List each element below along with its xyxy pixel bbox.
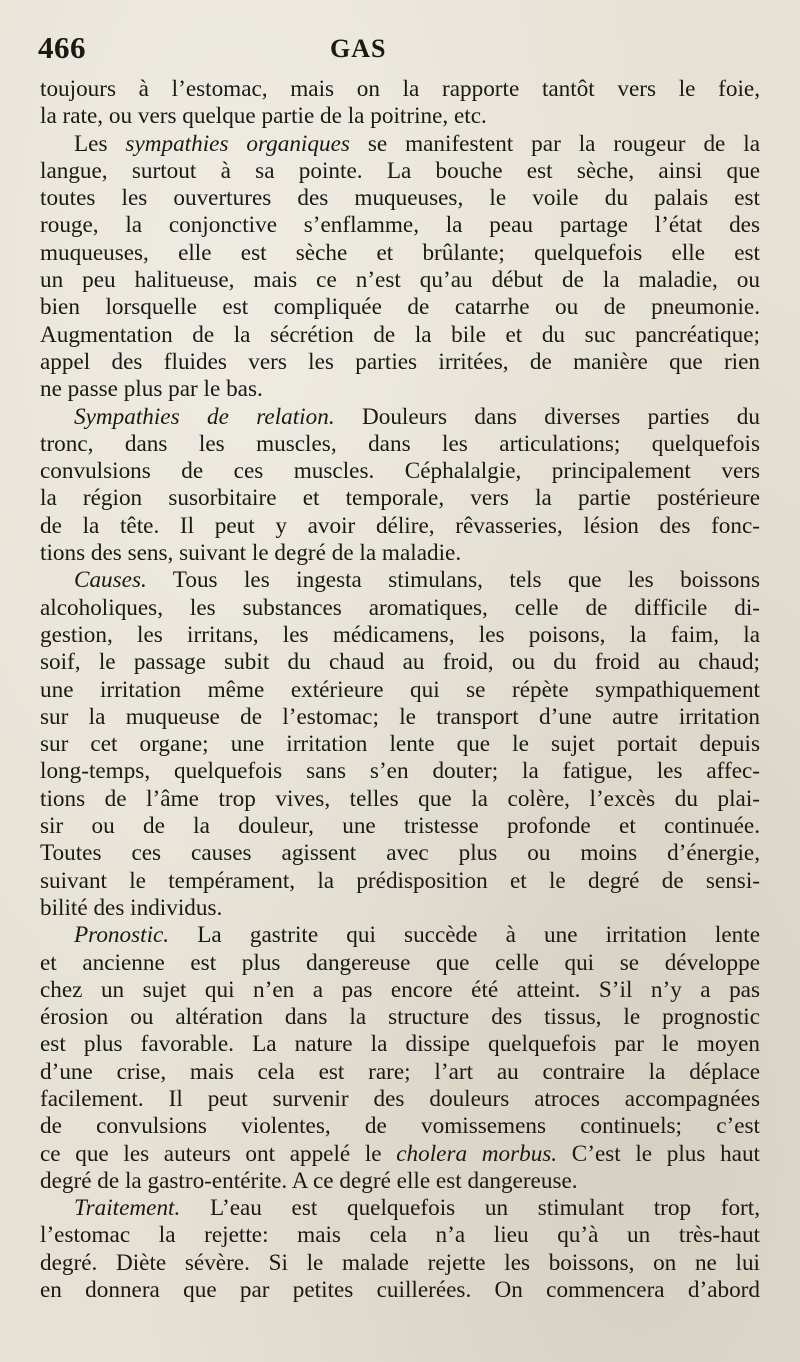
line-text: bien lorsquelle est compliquée de catarrhe ou de pneumonie. [40,294,760,321]
line-prefix: ce que les auteurs ont appelé le [40,1140,397,1167]
line-text: une irritation même extérieure qui se répète sympathiquement [40,676,760,703]
text-line [40,895,760,922]
line-text: Tous les ingesta stimulans, tels que les boissons [146,567,760,594]
line-text: Augmentation de la sécrétion de la bile et du suc pancréatique; [40,321,760,348]
line-text: suivant le tempérament, la prédisposition et le degré de sensi- [40,867,760,894]
running-head: GAS [330,34,387,63]
line-text: tions de l’âme trop vives, telles que la colère, l’excès du plai- [40,785,760,812]
text-line [40,294,760,321]
text-line [40,240,760,267]
line-text: facilement. Il peut survenir des douleurs atroces accompagnées [40,1085,760,1112]
line-text: est plus favorable. La nature la dissipe quelquefois par le moyen [40,1031,760,1058]
line-text: de convulsions violentes, de vomissemens continuels; c’est [40,1113,760,1140]
line-text: langue, surtout à sa pointe. La bouche est sèche, ainsi que [40,157,760,184]
line-text: tions des sens, suivant le degré de la maladie. [40,540,462,567]
text-line [40,131,760,158]
line-text: L’eau est quelquefois un stimulant trop fort, [180,1195,760,1222]
text-line [40,704,760,731]
line-text: sur la muqueuse de l’estomac; le transport d’une autre irritation [40,703,760,730]
italic-term: Causes. [74,567,147,594]
text-line [40,731,760,758]
text-line [40,349,760,376]
text-line [40,76,760,103]
text-line [40,267,760,294]
line-text: érosion ou altération dans la structure des tissus, le prognostic [40,1004,760,1031]
text-line [40,1277,760,1304]
line-text: et ancienne est plus dangereuse que celle qui se développe [40,949,760,976]
italic-term: Pronostic. [74,922,170,949]
line-text: muqueuses, elle est sèche et brûlante; quelquefois elle est [40,239,760,266]
text-line [40,1250,760,1277]
line-text: un peu halitueuse, mais ce n’est qu’au début de la maladie, ou [40,267,760,294]
line-text: C’est le plus haut [557,1140,760,1167]
line-text: degré. Diète sévère. Si le malade rejette les boissons, on ne lui [40,1249,760,1276]
text-line [40,813,760,840]
text-line [40,922,760,949]
text-line [40,677,760,704]
line-text: sur cet organe; une irritation lente que le sujet portait depuis [40,731,760,758]
text-line [40,540,760,567]
text-line [40,431,760,458]
text-line [40,622,760,649]
text-line [40,1086,760,1113]
line-text: tronc, dans les muscles, dans les articulations; quelquefois [40,430,760,457]
text-line [40,977,760,1004]
italic-term: sympathies organiques [125,130,350,157]
line-text: se manifestent par la rougeur de la [349,130,760,157]
text-line [40,950,760,977]
italic-term: Traitement. [74,1195,181,1222]
line-text: toutes les ouvertures des muqueuses, le voile du palais est [40,185,760,212]
text-line [40,595,760,622]
italic-term: cholera morbus. [396,1140,558,1167]
line-text: appel des fluides vers les parties irritées, de manière que rien [40,348,760,375]
line-text: long-temps, quelquefois sans s’en douter; la fatigue, les affec- [40,758,760,785]
text-line [40,212,760,239]
text-line [40,786,760,813]
line-text: d’une crise, mais cela est rare; l’art au contraire la déplace [40,1058,760,1085]
line-text: convulsions de ces muscles. Céphalalgie, principalement vers [40,458,760,485]
text-line [40,485,760,512]
line-text: en donnera que par petites cuillerées. On commencera d’abord [40,1277,760,1304]
text-line [40,868,760,895]
line-text: chez un sujet qui n’en a pas encore été atteint. S’il n’y a pas [40,976,760,1003]
text-line [40,513,760,540]
line-text: de la tête. Il peut y avoir délire, rêvasseries, lésion des fonc- [40,512,760,539]
line-prefix: Les [74,130,126,157]
line-text: rouge, la conjonctive s’enflamme, la peau partage l’état des [40,212,760,239]
line-text: la région susorbitaire et temporale, vers la partie postérieure [40,485,760,512]
text-line [40,1113,760,1140]
body-text [40,76,760,1304]
line-text: Toutes ces causes agissent avec plus ou moins d’énergie, [40,840,760,867]
text-line [40,567,760,594]
text-line [40,103,760,130]
text-line [40,1222,760,1249]
line-text: toujours à l’estomac, mais on la rapporte tantôt vers le foie, [40,76,760,102]
text-line [40,185,760,212]
text-line [40,1141,760,1168]
text-line [40,404,760,431]
line-text: soif, le passage subit du chaud au froid, ou du froid au chaud; [40,649,760,676]
text-line [40,322,760,349]
line-text: l’estomac la rejette: mais cela n’a lieu qu’à un très-haut [40,1222,760,1249]
text-line [40,649,760,676]
text-line [40,840,760,867]
text-line [40,1004,760,1031]
text-line [40,158,760,185]
text-line [40,1031,760,1058]
page-header [38,30,756,70]
line-text: degré de la gastro-entérite. A ce degré elle est dangereuse. [40,1167,578,1194]
line-text: gestion, les irritans, les médicamens, les poisons, la faim, la [40,621,760,648]
text-line [40,458,760,485]
text-line [40,1059,760,1086]
line-text: alcoholiques, les substances aromatiques, celle de difficile di- [40,594,760,621]
text-line [40,758,760,785]
line-text: La gastrite qui succède à une irritation lente [169,922,760,949]
italic-term: Sympathies de relation. [74,403,335,430]
page-number: 466 [38,30,86,65]
text-line [40,1195,760,1222]
line-text: Douleurs dans diverses parties du [334,403,760,430]
line-text: ne passe plus par le bas. [40,376,263,403]
line-text: sir ou de la douleur, une tristesse profonde et continuée. [40,813,760,840]
text-line [40,1168,760,1195]
line-text: la rate, ou vers quelque partie de la poitrine, etc. [40,103,487,130]
text-line [40,376,760,403]
line-text: bilité des individus. [40,894,223,921]
